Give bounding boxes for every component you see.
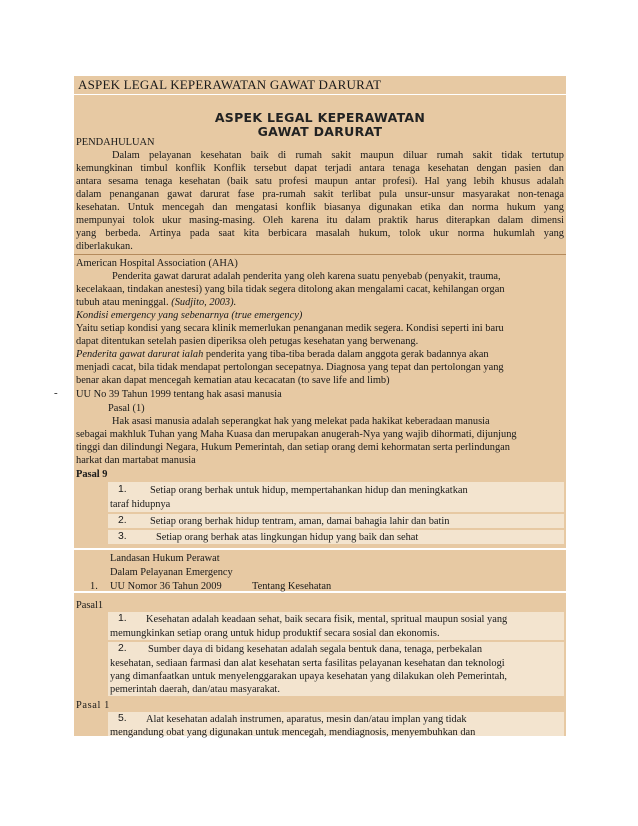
aha-line-text: tubuh atau meninggal. [76, 297, 169, 308]
intro-line: dalam penanganan gawat darurat fase pra-rumah sakit terlibat pula unsur-unsur masyarakat non-tenaga [76, 189, 564, 200]
item-number: 1. [118, 613, 127, 624]
pasal9-item-line: taraf hidupnya [110, 499, 171, 510]
intro-line: antara sesama tenaga kesehatan (baik satu profesi maupun antar profesi). Hal yang lebih khusus adalah [76, 176, 564, 187]
ham-line: sebagai makhluk Tuhan yang Maha Kuasa dan merupakan anugerah-Nya yang wajib dihormati, dijunjung [76, 429, 517, 440]
penderita-emphasis: Penderita gawat darurat ialah [76, 349, 204, 360]
uu36-title: UU Nomor 36 Tahun 2009 [110, 581, 222, 592]
penderita-line: benar akan dapat mencegah kematian atau kecacatan (to save life and limb) [76, 375, 390, 386]
pasal-1-label: Pasal (1) [108, 403, 145, 414]
ham-line: Hak asasi manusia adalah seperangkat hak yang melekat pada hakikat keberadaan manusia [112, 416, 490, 427]
pasal1b-item-line: Sumber daya di bidang kesehatan adalah segala bentuk dana, tenaga, perbekalan [148, 644, 483, 655]
intro-line: diberlakukan. [76, 241, 133, 252]
intro-line: kemungkinan timbul konflik Konflik tersebut dapat terjadi antara tenaga kesehatan dengan pasien dan [76, 163, 564, 174]
pasal9-item-line: Setiap orang berhak hidup tentram, aman, damai bahagia lahir dan batin [150, 516, 450, 527]
penderita-line: menjadi cacat, bila tidak mendapat pertolongan secepatnya. Diagnosa yang tepat dan pertolongan yang [76, 362, 504, 373]
divider [74, 254, 566, 255]
kondisi-line: dapat ditentukan setelah pasien diperiksa oleh petugas kesehatan yang berwenang. [76, 336, 419, 347]
landasan-line: Landasan Hukum Perawat [110, 553, 220, 564]
landasan-line: Dalam Pelayanan Emergency [110, 567, 233, 578]
pasal1b-item-line: pemerintah daerah, dan/atau masyarakat. [110, 684, 280, 695]
aha-line [76, 296, 564, 309]
pasal9-item-line: Setiap orang berhak untuk hidup, mempertahankan hidup dan meningkatkan [150, 485, 468, 496]
item-number: 1. [118, 484, 127, 495]
pasal9-item-line: Setiap orang berhak atas lingkungan hidup yang baik dan sehat [156, 532, 419, 543]
aha-citation: (Sudjito, 2003). [171, 297, 237, 308]
penderita-rest: penderita yang tiba-tiba berada dalam anggota gerak badannya akan [203, 349, 489, 360]
pasal1b-item-line: kesehatan, sediaan farmasi dan alat kesehatan serta fasilitas pelayanan kesehatan dan teknologi [110, 658, 505, 669]
pasal1c-item-line: Alat kesehatan adalah instrumen, aparatus, mesin dan/atau implan yang tidak [146, 714, 467, 725]
pasal1c-item-line: mengandung obat yang digunakan untuk mencegah, mendiagnosis, menyembuhkan dan [110, 727, 476, 738]
item-number: 2. [118, 515, 127, 526]
pasal1b-item-line: yang dimanfaatkan untuk menyelenggarakan upaya kesehatan yang dilakukan oleh Pemerintah, [110, 671, 508, 682]
intro-line: kesehatan. Untuk mencegah dan mengatasi konflik biasanya digunakan etika dan norma hukum yang [76, 202, 564, 213]
pasal1b-item-line: memungkinkan setiap orang untuk hidup produktif secara sosial dan ekonomis. [110, 628, 440, 639]
pasal1b-item-line: Kesehatan adalah keadaan sehat, baik secara fisik, mental, spritual maupun sosial yang [146, 614, 508, 625]
uu39-title: UU No 39 Tahun 1999 tentang hak asasi manusia [76, 389, 282, 400]
ham-line: harkat dan martabat manusia [76, 455, 196, 466]
pasal-1-label-c: Pasal 1 [76, 700, 110, 711]
aha-line: kecelakaan, tindakan anestesi) yang bila tidak segera ditolong akan mengalami cacat, kehilangan organ [76, 284, 505, 295]
intro-line: yang berbeda. Artinya pada saat kita berbicara masalah hukum, tolok ukur norma hukumlah yang [76, 228, 564, 239]
uu36-topic: Tentang Kesehatan [252, 581, 332, 592]
main-heading-line1: ASPEK LEGAL KEPERAWATAN [214, 110, 426, 125]
aha-title: American Hospital Association (AHA) [76, 258, 238, 269]
item-number: 5. [118, 713, 127, 724]
intro-line: Dalam pelayanan kesehatan baik di rumah sakit maupun diluar rumah sakit tidak tertutup [112, 150, 564, 161]
kondisi-line: Yaitu setiap kondisi yang secara klinik memerlukan penanganan medik segera. Kondisi seperti ini baru [76, 323, 504, 334]
item-number: 2. [118, 643, 127, 654]
main-heading-line2: GAWAT DARURAT [257, 124, 383, 139]
list-dash: - [54, 387, 58, 399]
uu36-number: 1. [90, 581, 98, 592]
kondisi-title: Kondisi emergency yang sebenarnya (true emergency) [76, 310, 303, 321]
penderita-line [76, 348, 564, 361]
item-number: 3. [118, 531, 127, 542]
aha-line: Penderita gawat darurat adalah penderita yang oleh karena suatu penyebab (penyakit, trauma, [112, 271, 501, 282]
intro-line: mempunyai tolok ukur masing-masing. Oleh karena itu dalam praktik harus diterapkan dalam dimensi [76, 215, 564, 226]
document-title: ASPEK LEGAL KEPERAWATAN GAWAT DARURAT [74, 76, 566, 94]
ham-line: tinggi dan dilindungi Negara, Hukum Pemerintah, dan setiap orang demi kehormatan serta perlindungan [76, 442, 510, 453]
pasal-1-label-b: Pasal1 [76, 600, 104, 611]
pasal-9-label: Pasal 9 [76, 469, 108, 480]
section-title-pendahuluan: PENDAHULUAN [76, 137, 155, 148]
